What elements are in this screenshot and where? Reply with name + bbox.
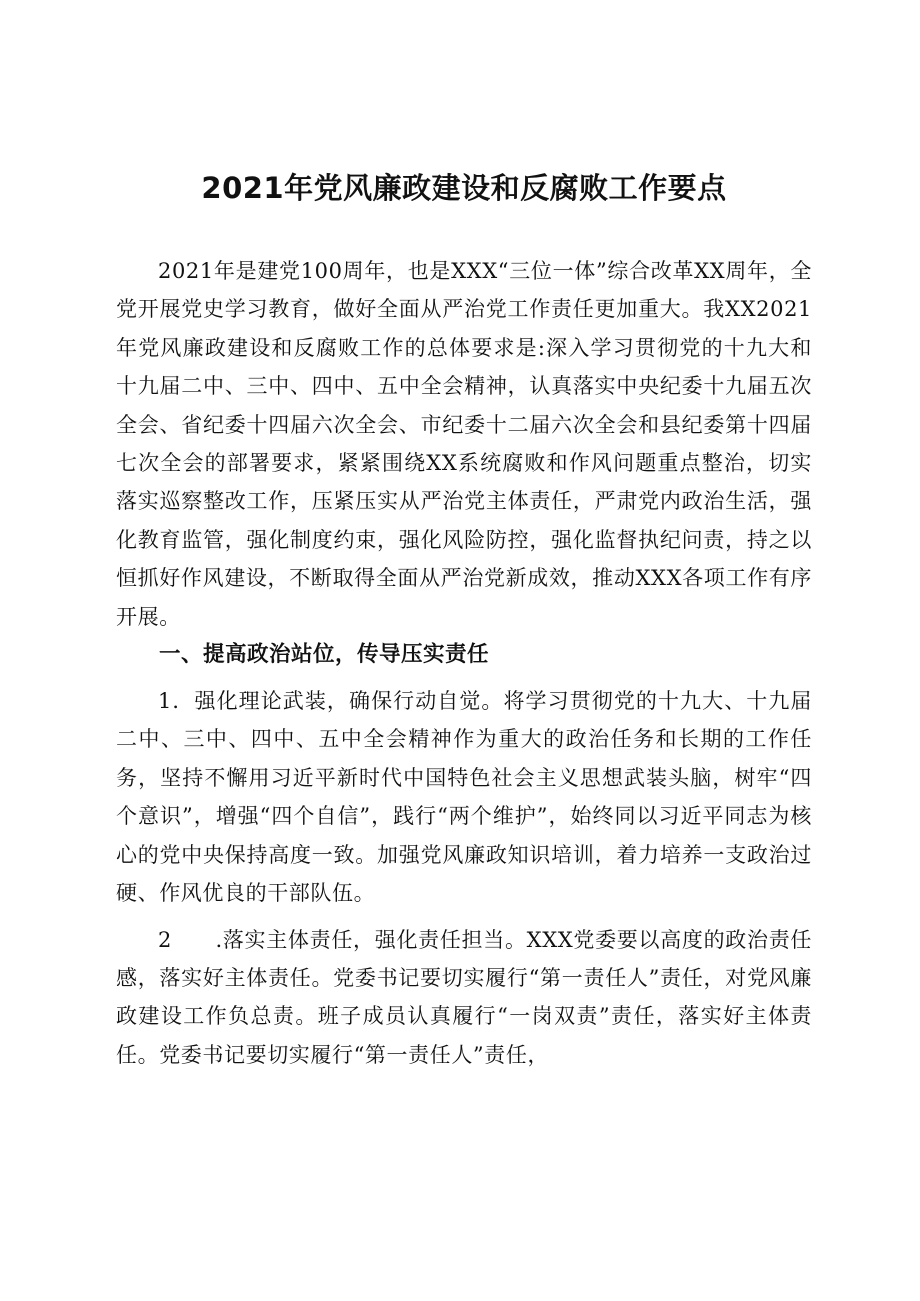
document-title: 2021年党风廉政建设和反腐败工作要点 bbox=[201, 171, 727, 205]
paragraph-gap bbox=[116, 913, 812, 921]
item-paragraph-1: 1．强化理论武装，确保行动自觉。将学习贯彻党的十九大、十九届二中、三中、四中、五中全会精神作为重大的政治任务和长期的工作任务，坚持不懈用习近平新时代中国特色社会主义思想武装头脑，树牢“四个意识”，增强“四个自信”，践行“两个维护”，始终同以习近平同志为核心的党中央保持高度一致。加强党风廉政知识培训，着力培养一支政治过硬、作风优良的干部队伍。 bbox=[116, 689, 812, 906]
item-paragraph-2: 2 .落实主体责任，强化责任担当。XXX党委要以高度的政治责任感，落实好主体责任。党委书记要切实履行“第一责任人”责任，对党风廉政建设工作负总责。班子成员认真履行“一岗双责”责任，落实好主体责任。党委书记要切实履行“第一责任人”责任， bbox=[116, 927, 812, 1067]
intro-paragraph: 2021年是建党100周年，也是XXX“三位一体”综合改革XX周年，全党开展党史学习教育，做好全面从严治党工作责任更加重大。我XX2021年党风廉政建设和反腐败工作的总体要求是:深入学习贯彻党的十九大和十九届二中、三中、四中、五中全会精神，认真落实中央纪委十九届五次全会、省纪委十四届六次全会、市纪委十二届六次全会和县纪委第十四届七次全会的部署要求，紧紧围绕XX系统腐败和作风问题重点整治，切实落实巡察整改工作，压紧压实从严治党主体责任，严肃党内政治生活，强化教育监管，强化制度约束，强化风险防控，强化监督执纪问责，持之以恒抓好作风建设，不断取得全面从严治党新成效，推动XXX各项工作有序开展。 bbox=[116, 259, 812, 629]
section-heading-1: 一、提高政治站位，传导压实责任 bbox=[159, 642, 490, 668]
